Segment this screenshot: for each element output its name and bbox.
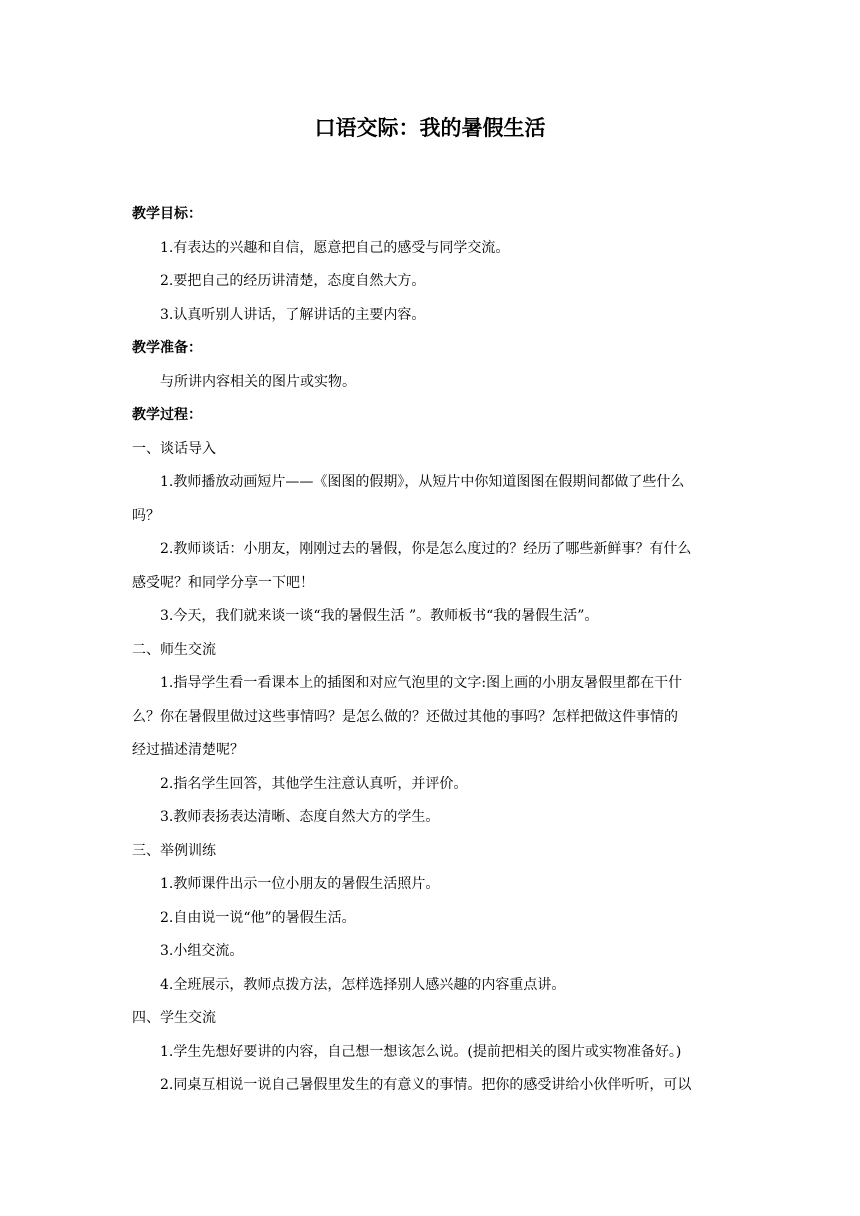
paragraph-line: 1.指导学生看一看课本上的插图和对应气泡里的文字:图上画的小朋友暑假里都在干什 <box>160 675 683 691</box>
prep-text: 与所讲内容相关的图片或实物。 <box>160 373 356 390</box>
paragraph-line: 3.教师表扬表达清晰、态度自然大方的学生。 <box>160 809 440 825</box>
section-heading-1: 一、谈话导入 <box>132 440 216 457</box>
paragraph-line: 1.学生先想好要讲的内容，自己想一想该怎么说。(提前把相关的图片或实物准备好。) <box>160 1043 682 1060</box>
paragraph-line: 2.自由说一说“他”的暑假生活。 <box>160 909 356 926</box>
prep-heading: 教学准备： <box>132 340 202 356</box>
paragraph-line: 3.今天，我们就来谈一谈“我的暑假生活 ”。教师板书“我的暑假生活”。 <box>160 608 599 624</box>
goal-item: 1.有表达的兴趣和自信，愿意把自己的感受与同学交流。 <box>160 239 510 256</box>
paragraph-line: 感受呢？和同学分享一下吧！ <box>132 574 314 591</box>
paragraph-line: 1.教师课件出示一位小朋友的暑假生活照片。 <box>160 876 440 892</box>
paragraph-line: 吗？ <box>132 507 160 524</box>
paragraph-line: 2.指名学生回答，其他学生注意认真听，并评价。 <box>160 775 468 792</box>
page-title: 口语交际：我的暑假生活 <box>314 115 546 140</box>
paragraph-line: 2.同桌互相说一说自己暑假里发生的有意义的事情。把你的感受讲给小伙伴听听，可以 <box>160 1077 692 1093</box>
document-body <box>132 198 732 1103</box>
process-heading: 教学过程： <box>132 407 202 423</box>
paragraph-line: 么？你在暑假里做过这些事情吗？是怎么做的？还做过其他的事吗？怎样把做这件事情的 <box>132 708 678 725</box>
paragraph-line: 2.教师谈话：小朋友，刚刚过去的暑假，你是怎么度过的？经历了哪些新鲜事？有什么 <box>160 541 692 557</box>
paragraph-line: 1.教师播放动画短片——《图图的假期》，从短片中你知道图图在假期间都做了些什么 <box>160 474 685 490</box>
paragraph-line: 经过描述清楚呢？ <box>132 742 244 758</box>
section-heading-3: 三、举例训练 <box>132 842 216 859</box>
paragraph-line: 3.小组交流。 <box>160 943 244 959</box>
section-heading-4: 四、学生交流 <box>132 1010 216 1026</box>
goal-item: 2.要把自己的经历讲清楚，态度自然大方。 <box>160 273 426 289</box>
section-heading-2: 二、师生交流 <box>132 641 216 658</box>
paragraph-line: 4.全班展示，教师点拨方法，怎样选择别人感兴趣的内容重点讲。 <box>160 976 566 993</box>
goals-heading: 教学目标： <box>132 206 202 222</box>
goal-item: 3.认真听别人讲话，了解讲话的主要内容。 <box>160 306 426 323</box>
